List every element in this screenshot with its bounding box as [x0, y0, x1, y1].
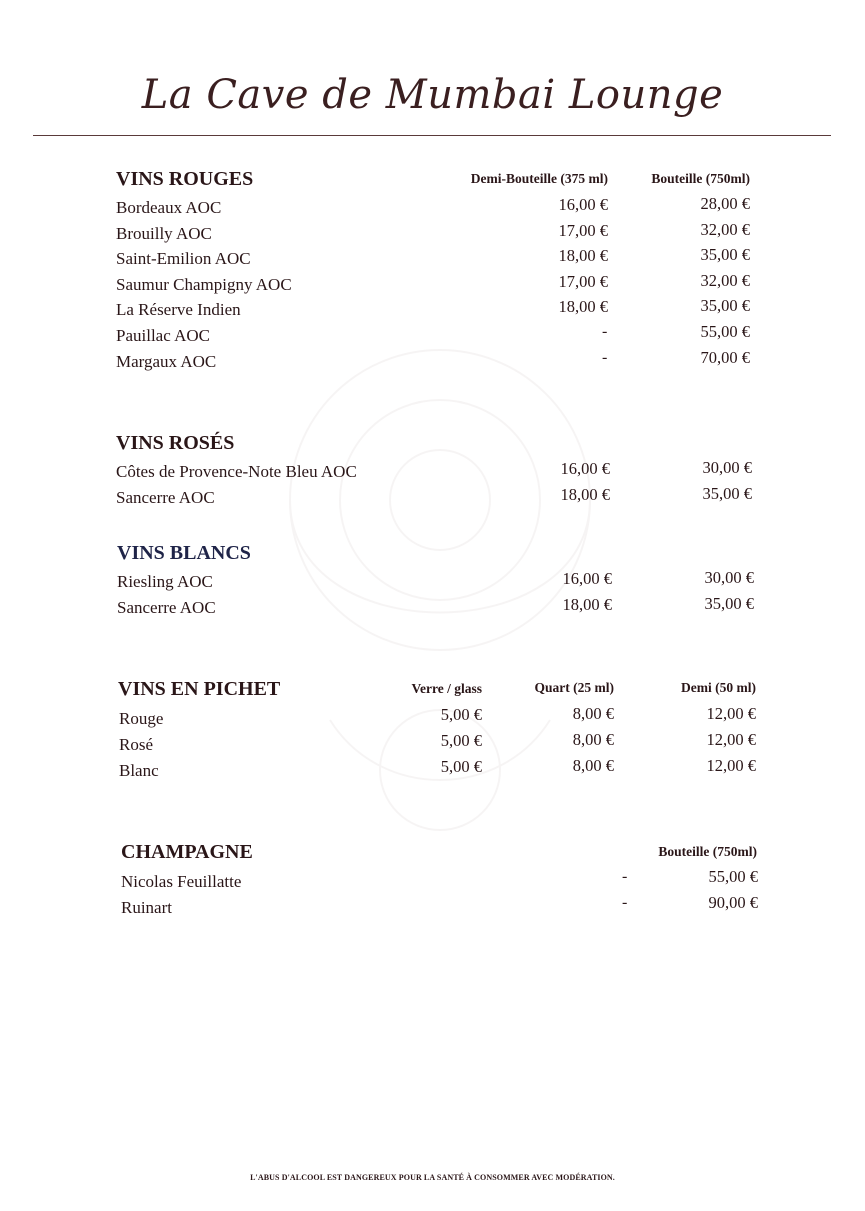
column-header-quart: Quart (25 ml) — [534, 680, 614, 695]
section-heading-blancs: VINS BLANCS — [117, 542, 251, 564]
bottle-price: 35,00 € — [702, 484, 752, 503]
half-bottle-price: 17,00 € — [558, 272, 608, 291]
section-heading-rouges: VINS ROUGES — [116, 168, 254, 190]
wine-name: Rouge — [119, 709, 164, 728]
column-header-demi: Demi (50 ml) — [681, 680, 756, 695]
wine-name: La Réserve Indien — [116, 300, 241, 319]
bottle-price: 28,00 € — [700, 194, 750, 213]
wine-name: Nicolas Feuillatte — [121, 872, 242, 891]
title-divider — [33, 135, 831, 136]
half-bottle-price: 18,00 € — [558, 297, 608, 316]
column-header-bottle: Bouteille (750ml) — [651, 171, 750, 186]
bottle-price: 30,00 € — [704, 568, 754, 587]
section-heading-champagne: CHAMPAGNE — [121, 841, 253, 863]
wine-name: Sancerre AOC — [116, 488, 215, 507]
wine-name: Ruinart — [121, 898, 172, 917]
column-header-half-bottle: Demi-Bouteille (375 ml) — [470, 171, 608, 186]
wine-name: Rosé — [119, 735, 153, 754]
glass-price: 5,00 € — [440, 731, 482, 750]
bottle-price: 35,00 € — [700, 296, 750, 315]
column-header-glass: Verre / glass — [411, 681, 482, 696]
bottle-price: 55,00 € — [700, 322, 750, 341]
page-title: La Cave de Mumbai Lounge — [141, 72, 724, 118]
wine-name: Bordeaux AOC — [116, 198, 222, 217]
bottle-price: 35,00 € — [704, 594, 754, 613]
glass-price: 5,00 € — [440, 705, 482, 724]
column-header-bottle: Bouteille (750ml) — [658, 844, 757, 859]
empty-price-dash: - — [622, 894, 628, 911]
wine-name: Sancerre AOC — [117, 598, 216, 617]
section-heading-pichet: VINS EN PICHET — [118, 678, 281, 700]
half-bottle-price: - — [602, 323, 608, 340]
bottle-price: 32,00 € — [700, 271, 750, 290]
glass-price: 5,00 € — [440, 757, 482, 776]
half-bottle-price: 18,00 € — [560, 485, 610, 504]
half-bottle-price: - — [602, 349, 608, 366]
half-bottle-price: 17,00 € — [558, 221, 608, 240]
bottle-price: 30,00 € — [702, 458, 752, 477]
bottle-price: 32,00 € — [700, 220, 750, 239]
demi-price: 12,00 € — [706, 730, 756, 749]
wine-name: Brouilly AOC — [116, 224, 212, 243]
wine-name: Pauillac AOC — [116, 326, 210, 345]
bottle-price: 35,00 € — [700, 245, 750, 264]
quart-price: 8,00 € — [572, 756, 614, 775]
quart-price: 8,00 € — [572, 730, 614, 749]
wine-name: Riesling AOC — [117, 572, 213, 591]
section-heading-roses: VINS ROSÉS — [116, 432, 235, 454]
half-bottle-price: 18,00 € — [558, 246, 608, 265]
quart-price: 8,00 € — [572, 704, 614, 723]
half-bottle-price: 16,00 € — [560, 459, 610, 478]
wine-name: Blanc — [119, 761, 159, 780]
half-bottle-price: 16,00 € — [558, 195, 608, 214]
bottle-price: 70,00 € — [700, 348, 750, 367]
wine-name: Côtes de Provence-Note Bleu AOC — [116, 462, 357, 481]
wine-name: Saint-Emilion AOC — [116, 249, 251, 268]
bottle-price: 55,00 € — [708, 867, 758, 886]
wine-name: Saumur Champigny AOC — [116, 275, 292, 294]
bottle-price: 90,00 € — [708, 893, 758, 912]
empty-price-dash: - — [622, 868, 628, 885]
wine-name: Margaux AOC — [116, 352, 217, 371]
half-bottle-price: 16,00 € — [562, 569, 612, 588]
demi-price: 12,00 € — [706, 756, 756, 775]
alcohol-warning-footer: L'ABUS D'ALCOOL EST DANGEREUX POUR LA SANTÉ À CONSOMMER AVEC MODÉRATION. — [250, 1173, 615, 1182]
half-bottle-price: 18,00 € — [562, 595, 612, 614]
demi-price: 12,00 € — [706, 704, 756, 723]
